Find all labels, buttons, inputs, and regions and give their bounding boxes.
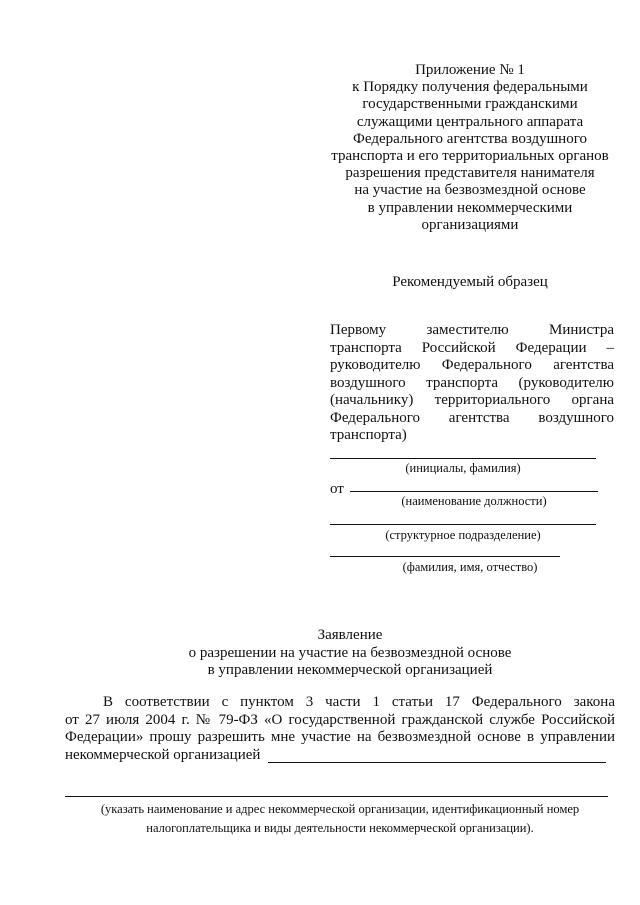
appendix-line: государственными гражданскими — [362, 96, 578, 113]
addressee-line: транспорта) — [330, 427, 407, 443]
department-fill-line[interactable] — [330, 524, 596, 525]
initials-fill-line[interactable] — [330, 458, 596, 459]
position-hint: (наименование должности) — [401, 494, 547, 508]
statement-body — [65, 694, 615, 764]
appendix-line: служащими центрального аппарата — [356, 113, 584, 130]
initials-hint: (инициалы, фамилия) — [405, 461, 521, 475]
appendix-line: на участие на безвозмездной основе — [354, 182, 586, 199]
fullname-fill-line[interactable] — [330, 556, 560, 557]
statement-title: Заявление — [317, 627, 383, 643]
statement-title-block — [0, 627, 640, 680]
statement-subtitle-line: в управлении некоммерческой организацией — [207, 662, 493, 678]
addressee-line: Первому заместителю Министра — [330, 322, 614, 338]
appendix-line: в управлении некоммерческими — [367, 199, 573, 216]
addressee-line: воздушного транспорта (руководителю — [330, 374, 614, 391]
department-hint: (структурное подразделение) — [385, 528, 541, 542]
statement-subtitle-line: о разрешении на участие на безвозмездной основе — [188, 644, 512, 661]
organization-fill-line[interactable] — [268, 762, 606, 763]
appendix-line: организациями — [421, 216, 519, 233]
addressee-line: (начальнику) территориального органа — [330, 392, 614, 408]
body-line: В соответствии с пунктом 3 части 1 статьи 17 Федерального закона — [103, 694, 615, 710]
organization-details-fill-line[interactable] — [65, 796, 608, 797]
recommended-sample-label: Рекомендуемый образец — [392, 274, 548, 290]
appendix-header — [300, 62, 640, 234]
body-line: от 27 июля 2004 г. № 79-ФЗ «О государственной гражданской службе Российской — [65, 711, 615, 728]
footnote-line: налогоплательщика и виды деятельности некоммерческой организации). — [146, 821, 534, 835]
appendix-line: Федерального агентства воздушного — [353, 130, 587, 147]
organization-details-hint — [65, 800, 615, 838]
footnote-line: (указать наименование и адрес некоммерческой организации, идентификационный номер — [100, 802, 580, 816]
appendix-line: Приложение № 1 — [415, 62, 525, 78]
addressee-line: Федерального агентства воздушного — [330, 409, 614, 426]
appendix-line: к Порядку получения федеральными — [352, 79, 588, 96]
addressee-line: транспорта Российской Федерации – — [330, 339, 614, 356]
body-line: Федерации» прошу разрешить мне участие на безвозмездной основе в управлении — [65, 729, 615, 745]
addressee-block — [330, 322, 614, 445]
fullname-hint: (фамилия, имя, отчество) — [402, 560, 538, 574]
addressee-line: руководителю Федерального агентства — [330, 357, 614, 373]
body-line: некоммерческой организацией — [65, 746, 261, 763]
appendix-line: транспорта и его территориальных органов — [331, 148, 609, 165]
position-fill-line[interactable] — [350, 491, 598, 492]
from-label: от — [330, 481, 344, 497]
appendix-line: разрешения представителя нанимателя — [345, 165, 595, 182]
